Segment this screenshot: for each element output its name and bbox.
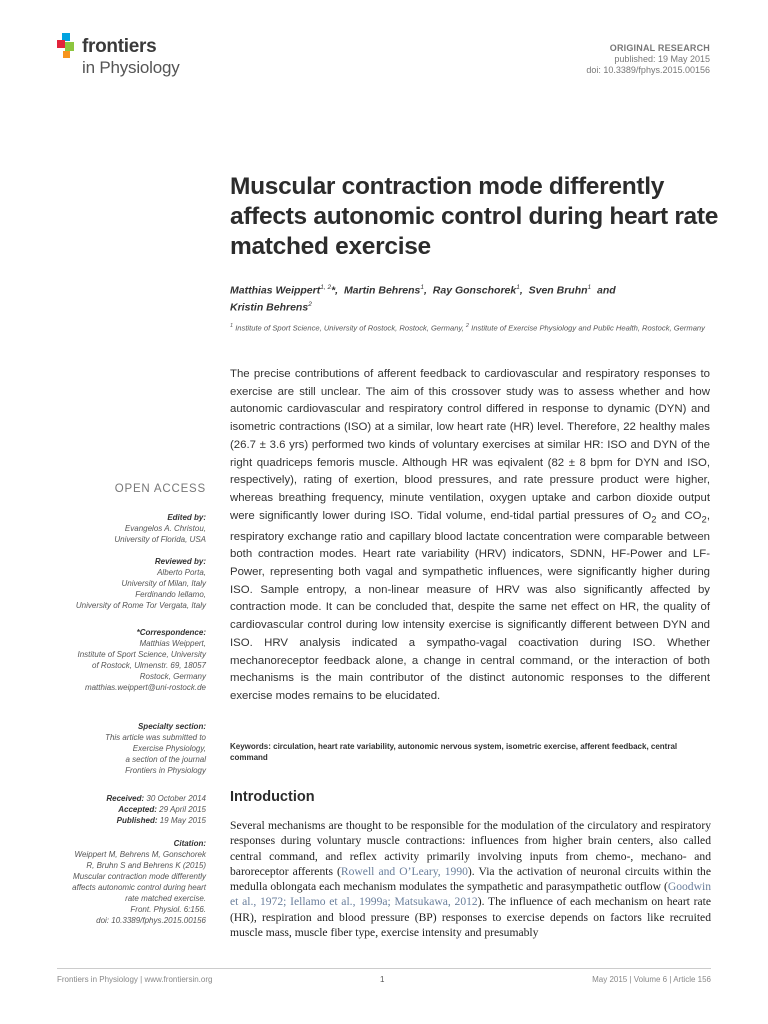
abstract [230,366,710,706]
affiliations [230,320,712,335]
author-affil-sup: 1 [420,284,424,291]
published-label: Published: [116,816,158,825]
correspondence-line: of Rostock, Ulmenstr. 69, 18057 [92,661,206,670]
logo-square-red [57,40,65,48]
specialty-line: This article was submitted to [105,733,206,742]
page-number: 1 [380,975,385,984]
abstract-text: , respiratory exchange ratio and capillary blood lactate concentration were comparable between both contraction modes. Heart rate variability (HRV) indicators, SDNN, HF-Power and LF-Power, representing both vagal and sympathetic influences, were significantly higher during ISO. Sample entropy, a non-linear measure of HRV was also significantly affected by contraction mode. It can be concluded that, despite the same net effect on HR, the quality of cardiovascular control during low intensity exercise is significantly different between DYN and ISO. HRV analysis indicated a sympatho-vagal coactivation during ISO. Whether mechanoreceptor feedback alone, a change in central command, or the interaction of both mechanisms is the main contributor of the distinct autonomic responses to the different exercise modes remains to be elucidated. [230,509,710,702]
author-name[interactable]: Kristin Behrens [230,301,309,313]
logo-square-orange [63,51,70,58]
editor-name: Evangelos A. Christou, [124,524,206,533]
correspondence-email[interactable]: matthias.weippert@uni-rostock.de [84,683,206,692]
footer-journal-link[interactable]: Frontiers in Physiology | www.frontiersin.org [57,975,213,984]
author-and: and [597,284,616,297]
subscript: 2 [651,513,657,525]
subscript: 2 [701,513,707,525]
correspondence-line: Rostock, Germany [139,672,206,681]
author-name[interactable]: Sven Bruhn [528,284,588,297]
article-meta [586,43,710,76]
abstract-text: and CO [656,509,702,522]
citation-line: rate matched exercise. [125,894,206,903]
reviewer-affil: University of Milan, Italy [121,579,206,588]
received-date: 30 October 2014 [146,794,206,803]
published-date: published: 19 May 2015 [614,54,710,64]
specialty-line: a section of the journal [125,755,206,764]
reviewed-by-label: Reviewed by: [154,557,206,566]
author-affil-sup: 1 [516,284,520,291]
dates-block [40,793,206,826]
citation-link[interactable]: Goodwin et al., 1972; Iellamo et al., 1999a; Matsukawa, 2012 [230,880,711,909]
citation-block [40,838,206,926]
intro-paragraph [230,818,711,940]
logo-square-green [65,42,74,51]
citation-line: Weippert M, Behrens M, Gonschorek [74,850,206,859]
logo-square-blue [62,33,70,41]
affil-sup: 2 [465,323,469,329]
brand-name: frontiers [82,36,157,57]
body-text: Several mechanisms are thought to be responsible for the modulation of the circulatory and respiratory responses during voluntary muscle contractions: influences from higher brain centers, also called central command, and reflex activity primarily involving inputs from chemo-, mechano- and baroreceptor afferents ( [230,819,711,878]
citation-line: R, Bruhn S and Behrens K (2015) [86,861,206,870]
affiliation-1: Institute of Sport Science, University of Rostock, Rostock, Germany, [235,323,464,333]
reviewed-by-block [40,556,206,611]
specialty-label: Specialty section: [137,722,206,731]
keywords: Keywords: circulation, heart rate variability, autonomic nervous system, isometric exercise, afferent feedback, central command [230,742,678,762]
affil-sup: 1 [230,323,234,329]
author-affil-sup: 1, 2 [320,284,332,291]
edited-by-block [40,512,206,545]
author-affil-sup: 2 [308,300,312,308]
author-name[interactable]: Martin Behrens [343,284,421,297]
journal-name: in Physiology [82,58,180,77]
specialty-block [40,721,206,776]
reviewer-affil: University of Rome Tor Vergata, Italy [75,601,206,610]
frontiers-logo-icon [57,33,79,61]
affiliation-2: Institute of Exercise Physiology and Public Health, Rostock, Germany [471,323,705,333]
author-affil-sup: 1 [587,284,592,291]
reviewer-name: Ferdinando Iellamo, [135,590,206,599]
author-name[interactable]: Matthias Weippert [230,284,321,297]
body-text: ). Via the activation of neuronal circuits within the medulla oblongata each mechanism modulates the sympathetic and parasympathetic outflow ( [230,864,712,894]
citation-doi[interactable]: doi: 10.3389/fphys.2015.00156 [96,916,206,925]
section-heading: Introduction [230,789,315,805]
editor-affil: University of Florida, USA [114,535,206,544]
citation-line: Front. Physiol. 6:156. [130,905,206,914]
author-name[interactable]: Ray Gonschorek [432,284,517,297]
accepted-label: Accepted: [118,805,157,814]
author-list: Matthias Weippert$^{1, 2}$*, Martin Behrens$^1$, Ray Gonschorek$^1$, Sven Bruhn$^1$ and Kristin Behrens$^2$ [230,284,616,313]
article-type: ORIGINAL RESEARCH [609,43,710,53]
doi-link[interactable]: doi: 10.3389/fphys.2015.00156 [586,65,710,75]
body-text: ). The influence of each mechanism on heart rate (HR), respiration and blood pressure (BP) responses to exercise depends on factors like recruited muscle mass, muscle fiber type, exercise intensity and presumably [230,895,711,940]
correspondence-line: Matthias Weippert, [139,639,206,648]
received-label: Received: [106,794,145,803]
open-access-label: OPEN ACCESS [114,483,206,495]
reviewer-name: Alberto Porta, [157,568,206,577]
correspondence-block [40,627,206,693]
footer-issue: May 2015 | Volume 6 | Article 156 [592,975,711,984]
citation-label: Citation: [173,839,206,848]
citation-line: affects autonomic control during heart [72,883,206,892]
footer-divider [57,968,711,969]
specialty-line: Exercise Physiology, [132,744,206,753]
article-title: Muscular contraction mode differently affects autonomic control during heart rate matched exercise [230,173,719,260]
correspondence-label: *Correspondence: [136,628,206,637]
edited-by-label: Edited by: [167,513,206,522]
correspondence-line: Institute of Sport Science, University [77,650,206,659]
abstract-text: The precise contributions of afferent feedback to cardiovascular and respiratory responses to exercise are still unclear. The aim of this crossover study was to assess whether and how autonomic cardiovascular and respiratory control differed in response to dynamic (DYN) and isometric contractions (ISO) at a similar, low heart rate (HR) level. Therefore, 22 healthy males (26.7 ± 3.6 yrs) performed two kinds of voluntary exercises at similar HR: ISO and DYN of the right quadriceps femoris muscle. Although HR was eqivalent (82 ± 8 bpm for DYN and ISO, respectively), rating of exertion, blood pressures, and rate pressure product were higher, whereas breathing frequency, minute ventilation, oxygen uptake and carbon dioxide output were significantly lower during ISO. Tidal volume, end-tidal partial pressures of O [230,368,710,522]
author-mark: * [331,284,336,297]
specialty-line: Frontiers in Physiology [125,766,206,775]
published-date-side: 19 May 2015 [159,816,206,825]
citation-link[interactable]: Rowell and O’Leary, 1990 [340,864,468,878]
citation-line: Muscular contraction mode differently [73,872,206,881]
accepted-date: 29 April 2015 [159,805,206,814]
